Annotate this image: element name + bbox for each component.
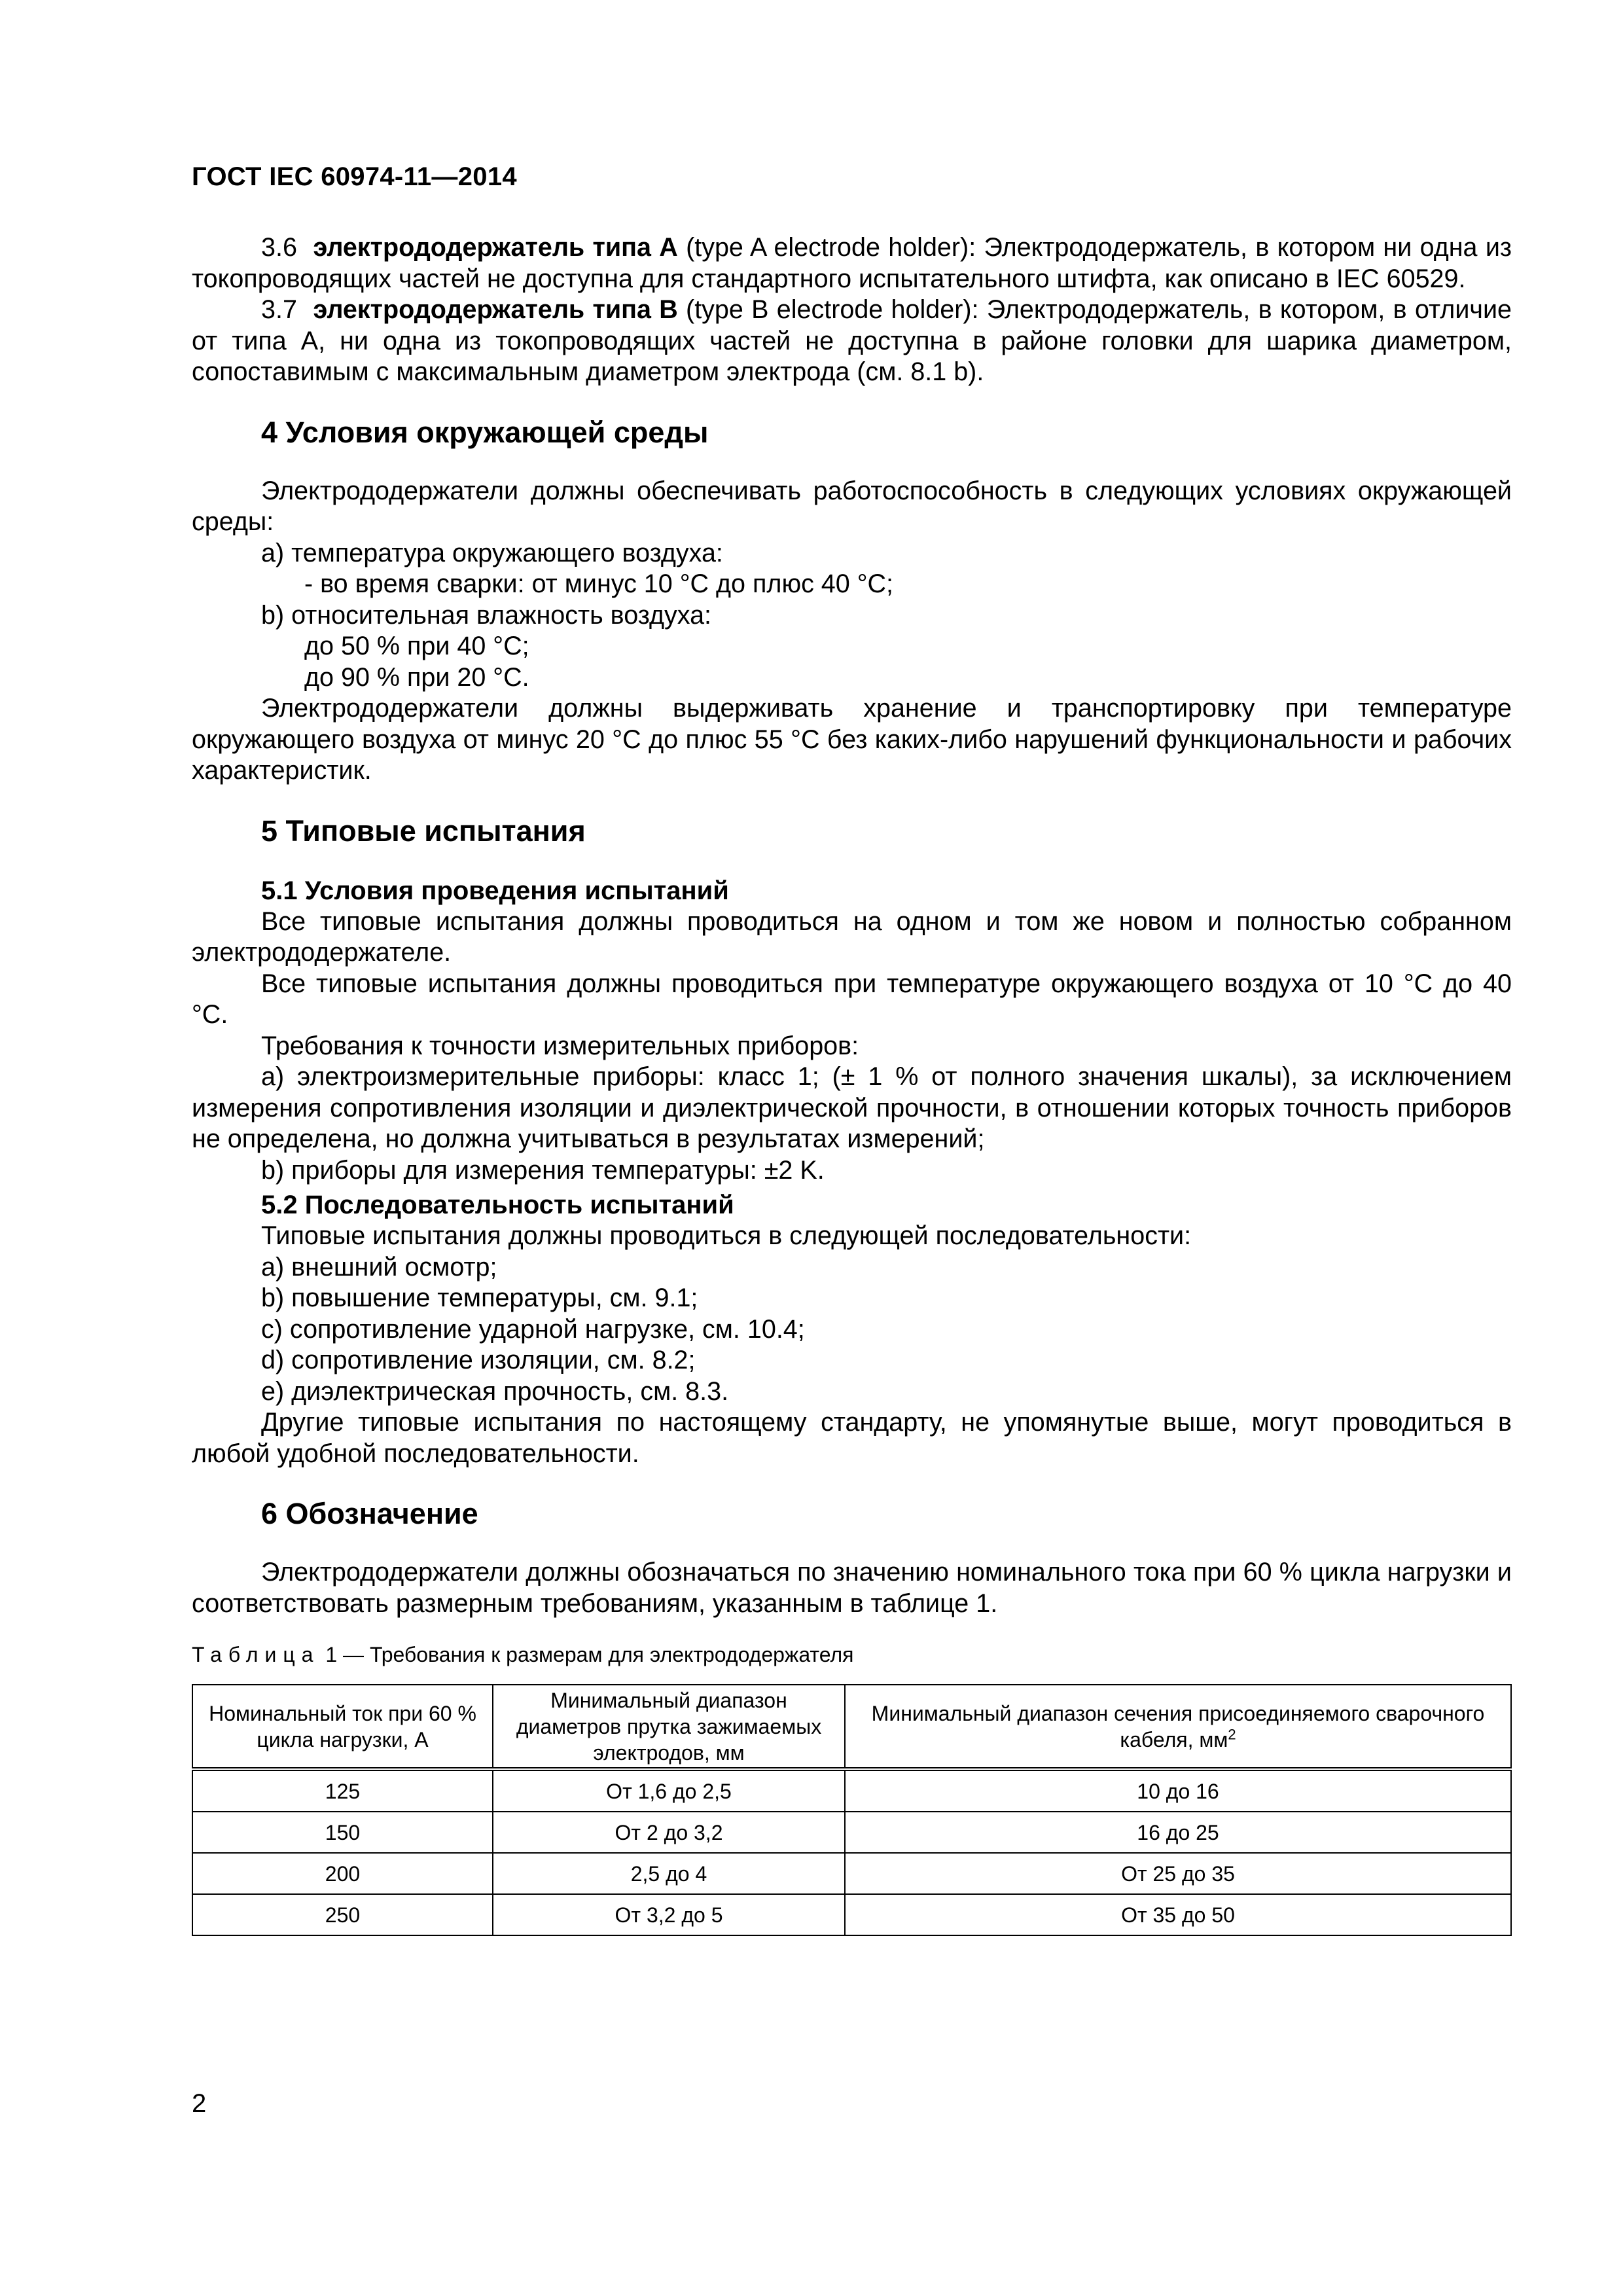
table-row bbox=[192, 1812, 1511, 1853]
list-item: b) приборы для измерения температуры: ±2 K. bbox=[261, 1155, 825, 1185]
paragraph: Требования к точности измерительных приборов: bbox=[261, 1031, 859, 1060]
term: электрододержатель типа А bbox=[313, 233, 678, 262]
table-cell: 125 bbox=[192, 1769, 493, 1812]
definition-text: Электрододержатель, в котором, в отличие от типа А, ни одна из токопроводящих частей не доступна в районе головки для шарика диаметром, сопоставимым с максимальным диаметром электрода (см. 8.1 b). bbox=[192, 295, 1512, 386]
column-header-text: Минимальный диапазон сечения присоединяемого сварочного кабеля, мм bbox=[871, 1701, 1485, 1751]
table-caption bbox=[192, 1641, 1512, 1668]
column-header bbox=[845, 1685, 1511, 1769]
column-header: Номинальный ток при 60 % цикла нагрузки, А bbox=[192, 1685, 493, 1769]
table-header-row bbox=[192, 1685, 1511, 1769]
list-item: а) электроизмерительные приборы: класс 1; (± 1 % от полного значения шкалы), за исключением измерения сопротивления изоляции и диэлектрической прочности, в отношении которых точность приборов не определена, но должна учитываться в результатах измерений; bbox=[192, 1062, 1512, 1153]
term: электрододержатель типа В bbox=[313, 295, 678, 324]
section-4-heading: 4 Условия окружающей среды bbox=[261, 415, 709, 449]
term-english: (type B electrode holder): bbox=[686, 295, 979, 324]
table-row bbox=[192, 1769, 1511, 1812]
paragraph: Электрододержатели должны обозначаться по значению номинального тока при 60 % цикла нагрузки и соответствовать размерным требованиям, указанным в таблице 1. bbox=[192, 1558, 1512, 1618]
list-item: а) внешний осмотр; bbox=[261, 1252, 497, 1282]
section-5-heading: 5 Типовые испытания bbox=[261, 814, 586, 848]
table-cell: От 3,2 до 5 bbox=[493, 1894, 845, 1935]
table-caption-label: Таблица bbox=[192, 1643, 320, 1666]
table-row bbox=[192, 1853, 1511, 1894]
definition-3-7 bbox=[192, 295, 1512, 388]
list-subitem: до 50 % при 40 °С; bbox=[304, 632, 529, 660]
list-item: b) относительная влажность воздуха: bbox=[261, 600, 712, 630]
page-number: 2 bbox=[192, 2089, 207, 2118]
table-cell: 150 bbox=[192, 1812, 493, 1853]
page-content bbox=[192, 232, 1512, 1936]
list-item: c) сопротивление ударной нагрузке, см. 10.4; bbox=[261, 1314, 805, 1344]
table-row bbox=[192, 1894, 1511, 1935]
column-header: Минимальный диапазон диаметров прутка зажимаемых электродов, мм bbox=[493, 1685, 845, 1769]
list-subitem: до 90 % при 20 °С. bbox=[304, 662, 529, 692]
table-cell: От 25 до 35 bbox=[845, 1853, 1511, 1894]
section-5-1-heading: 5.1 Условия проведения испытаний bbox=[261, 876, 729, 905]
paragraph: Типовые испытания должны проводиться в следующей последовательности: bbox=[261, 1221, 1192, 1250]
table-cell: 2,5 до 4 bbox=[493, 1853, 845, 1894]
paragraph: Другие типовые испытания по настоящему стандарту, не упомянутые выше, могут проводиться в любой удобной последовательности. bbox=[192, 1408, 1512, 1468]
table-cell: От 35 до 50 bbox=[845, 1894, 1511, 1935]
table-cell: 10 до 16 bbox=[845, 1769, 1511, 1812]
definition-text: Электрододержатель, в котором ни одна из токопроводящих частей не доступна для стандартного испытательного штифта, как описано в IEC 60529. bbox=[192, 233, 1512, 293]
list-subitem: - во время сварки: от минус 10 °С до плюс 40 °С; bbox=[304, 569, 893, 598]
section-5-2-heading: 5.2 Последовательность испытаний bbox=[261, 1191, 734, 1219]
clause-number: 3.7 bbox=[261, 295, 297, 324]
clause-number: 3.6 bbox=[261, 233, 297, 262]
term-english: (type A electrode holder): bbox=[686, 233, 976, 262]
list-item: а) температура окружающего воздуха: bbox=[261, 538, 723, 567]
definition-3-6 bbox=[192, 232, 1512, 295]
superscript: 2 bbox=[1228, 1725, 1236, 1742]
table-cell: 16 до 25 bbox=[845, 1812, 1511, 1853]
list-item: b) повышение температуры, см. 9.1; bbox=[261, 1283, 698, 1312]
paragraph: Все типовые испытания должны проводиться на одном и том же новом и полностью собранном электрододержателе. bbox=[192, 906, 1512, 967]
table-cell: 250 bbox=[192, 1894, 493, 1935]
section-4-storage: Электрододержатели должны выдерживать хранение и транспортировку при температуре окружающего воздуха от минус 20 °С до плюс 55 °С без каких-либо нарушений функциональности и рабочих характеристик. bbox=[192, 694, 1512, 785]
table-caption-text: — Требования к размерам для электрододержателя bbox=[343, 1643, 854, 1666]
document-header: ГОСТ IEC 60974-11—2014 bbox=[192, 162, 517, 191]
list-item: e) диэлектрическая прочность, см. 8.3. bbox=[261, 1376, 729, 1406]
table-cell: От 1,6 до 2,5 bbox=[493, 1769, 845, 1812]
table-cell: 200 bbox=[192, 1853, 493, 1894]
list-item: d) сопротивление изоляции, см. 8.2; bbox=[261, 1346, 696, 1374]
table-caption-number: 1 bbox=[325, 1643, 338, 1666]
section-6-heading: 6 Обозначение bbox=[261, 1497, 478, 1530]
section-4-intro: Электрододержатели должны обеспечивать работоспособность в следующих условиях окружающей среды: bbox=[192, 476, 1512, 536]
table-1 bbox=[192, 1684, 1512, 1936]
paragraph: Все типовые испытания должны проводиться при температуре окружающего воздуха от 10 °С до 40 °С. bbox=[192, 969, 1512, 1029]
table-cell: От 2 до 3,2 bbox=[493, 1812, 845, 1853]
